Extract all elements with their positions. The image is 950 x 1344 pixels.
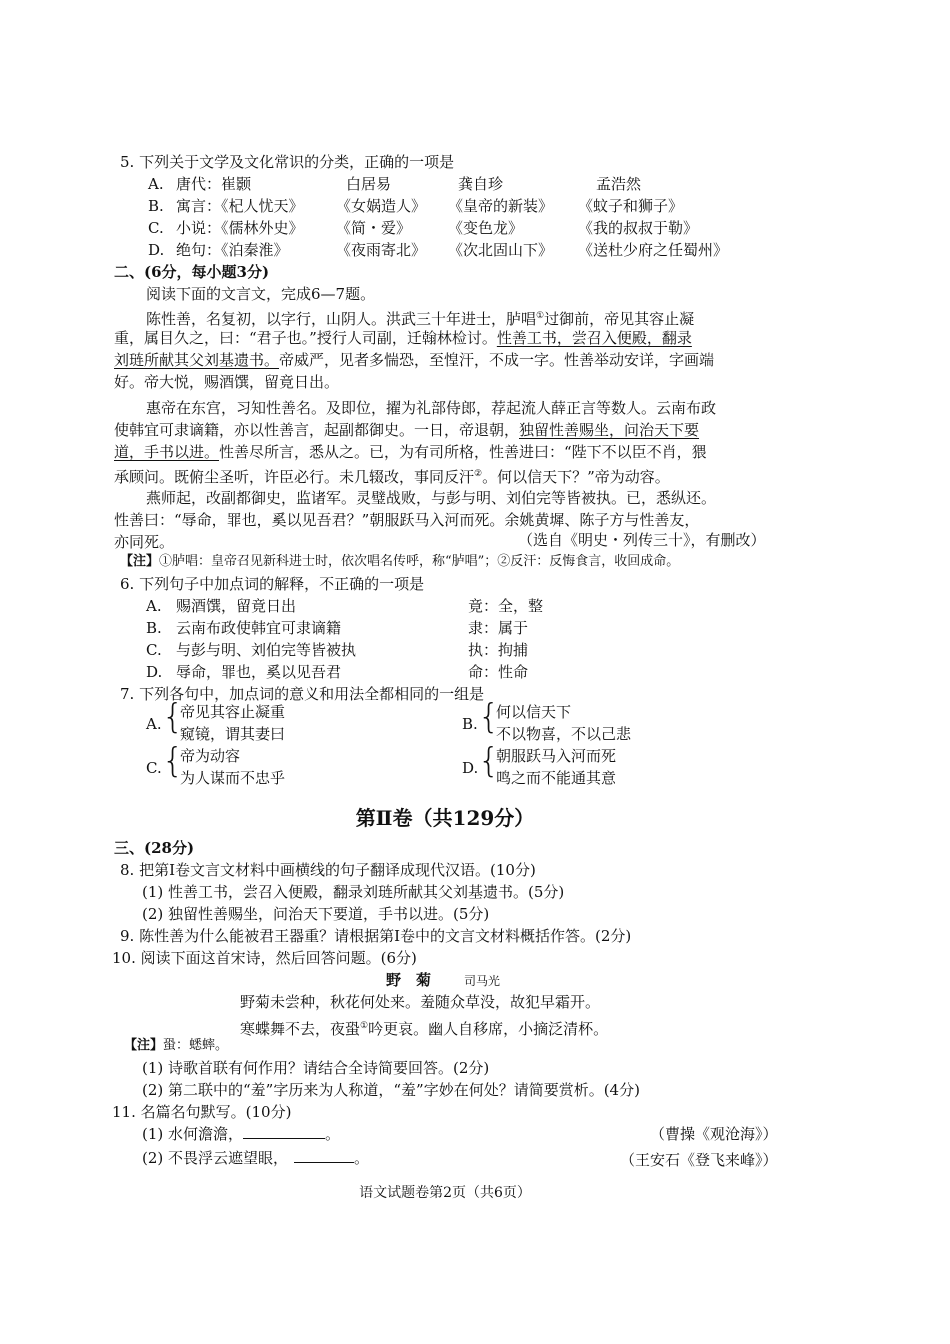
q11-item-1 [142,1124,340,1144]
q7-option-c-label: C. [146,759,162,777]
q5-option-c-item: 小说：《儒林外史》 [176,219,304,237]
q7-option-d-line1: 朝服跃马入河而死 [496,747,617,765]
q6-option-a-gloss: 竟：全，整 [468,597,544,615]
section2-intro: 阅读下面的文言文，完成6—7题。 [146,285,376,303]
q9-stem: 9. 陈性善为什么能被君王器重？请根据第Ⅰ卷中的文言文材料概括作答。(2分) [120,927,632,945]
poem-text: 吟更哀。幽人自移席，小摘泛清杯。 [368,1020,609,1038]
q5-option-b-label: B. [148,197,164,215]
q8-item-2: (2) 独留性善赐坐，问治天下要道，手书以进。(5分) [142,905,490,923]
q5-option-b-item: 《女娲造人》 [336,197,427,215]
q5-option-a-item: 龚自珍 [458,175,504,193]
passage-source: （选自《明史・列传三十》，有删改） [518,531,766,549]
q5-option-c-label: C. [148,219,164,237]
passage-line [114,328,692,348]
q5-option-c-item: 《我的叔叔于勒》 [578,219,699,237]
passage-text: 。何以信天下？”帝为动容。 [482,468,670,486]
passage-line: 燕师起，改副都御史，监诸军。灵璧战败，与彭与明、刘伯完等皆被执。已，悉纵还。 [146,489,717,507]
q6-option-b-label: B. [146,619,162,637]
underlined-sentence: 独留性善赐坐，问治天下要 [519,421,700,439]
q7-option-c-line1: 帝为动容 [180,747,241,765]
note-text: ①胪唱：皇帝召见新科进士时，依次唱名传呼，称“胪唱”；②反汗：反悔食言，收回成命。 [159,554,680,569]
q11-item-text: 。 [325,1125,341,1143]
q7-stem: 7. 下列各句中，加点词的意义和用法全都相同的一组是 [120,685,485,703]
q10-item-2: (2) 第二联中的“羞”字历来为人称道，“羞”字妙在何处？请简要赏析。(4分) [142,1081,640,1099]
poem-text: 寒蝶舞不去，夜蛩 [240,1020,361,1038]
passage-note [120,552,679,572]
q7-option-a-label: A. [146,715,162,733]
underlined-sentence: 道，手书以进。 [114,443,220,461]
q5-option-c-item: 《变色龙》 [448,219,524,237]
q6-option-d-gloss: 命：性命 [468,663,529,681]
note-label: 【注】 [124,1038,164,1053]
q5-option-d-item: 《送杜少府之任蜀州》 [578,241,729,259]
q5-option-d-label: D. [148,241,165,259]
q5-option-d-item: 《次北固山下》 [448,241,554,259]
q11-item-text: (1) 水何澹澹， [142,1125,244,1143]
passage-line [114,464,670,487]
underlined-sentence: 性善工书，尝召入便殿，翻录 [496,329,692,347]
q5-stem: 5. 下列关于文学及文化常识的分类，正确的一项是 [120,153,455,171]
q7-option-b-label: B. [462,715,478,733]
passage-text: 陈性善，名复初，以字行，山阴人。洪武三十年进士，胪唱 [146,310,537,328]
q7-option-d-line2: 鸣之而不能通其意 [496,769,617,787]
q5-option-a-item: 唐代：崔颢 [176,175,252,193]
q8-item-1: (1) 性善工书，尝召入便殿，翻录刘琏所献其父刘基遗书。(5分) [142,883,565,901]
answer-blank[interactable] [243,1124,325,1139]
passage-line: 惠帝在东宫，习知性善名。及即位，擢为礼部侍郎，荐起流人薛正言等数人。云南布政 [146,399,717,417]
q6-option-c-sentence: 与彭与明、刘伯完等皆被执 [176,641,357,659]
q5-option-c-item: 《简・爱》 [336,219,412,237]
q11-stem: 11. 名篇名句默写。(10分) [112,1103,292,1121]
passage-text: 承顾问。既俯尘圣听，许臣必行。未几辍改，事同反汗 [114,468,475,486]
q11-item-1-source: （曹操《观沧海》） [650,1125,778,1143]
poem-note [124,1036,228,1056]
section2-heading: 二、(6分，每小题3分) [114,263,270,281]
part2-title: 第Ⅱ卷（共129分） [355,806,535,830]
passage-line [114,420,699,440]
note-mark: ② [474,469,483,479]
q5-option-b-item: 寓言：《杞人忧天》 [176,197,304,215]
brace-icon: { [162,697,184,737]
q5-option-a-item: 孟浩然 [596,175,642,193]
brace-icon: { [162,741,184,781]
q5-option-b-item: 《蚊子和狮子》 [578,197,684,215]
q7-option-b-line2: 不以物喜，不以己悲 [496,725,632,743]
q6-option-c-label: C. [146,641,162,659]
q6-option-d-sentence: 辱命，罪也，奚以见吾君 [176,663,342,681]
q11-item-2-source: （王安石《登飞来峰》） [620,1151,778,1169]
q6-option-a-sentence: 赐酒馔，留竟日出 [176,597,297,615]
q7-option-a-line2: 窥镜，谓其妻曰 [180,725,286,743]
q7-option-c-line2: 为人谋而不忠乎 [180,769,286,787]
passage-text: 过御前，帝见其容止凝 [544,310,695,328]
q6-option-b-gloss: 隶：属于 [468,619,529,637]
q6-option-b-sentence: 云南布政使韩宜可隶谪籍 [176,619,342,637]
q5-option-a-label: A. [148,175,164,193]
brace-icon: { [478,741,500,781]
passage-text: 性善尽所言，悉从之。已，为有司所格，性善进曰：“陛下不以臣不肖，猥 [219,443,707,461]
poem-line: 野菊未尝种，秋花何处来。羞随众草没，故犯早霜开。 [240,993,601,1011]
page-footer: 语文试题卷第2页（共6页） [359,1185,531,1201]
poem-line [240,1016,608,1039]
note-mark: ① [536,311,545,321]
section3-heading: 三、(28分) [114,839,195,857]
q7-option-b-line1: 何以信天下 [496,703,572,721]
q7-option-d-label: D. [462,759,479,777]
q11-item-2 [142,1148,369,1168]
passage-line: 性善曰：“辱命，罪也，奚以见吾君？”朝服跃马入河而死。余姚黄墀、陈子方与性善友， [114,511,700,529]
q5-option-d-item: 绝句：《泊秦淮》 [176,241,289,259]
note-mark: ① [360,1021,369,1031]
q11-item-text: 。 [354,1149,370,1167]
passage-line [146,306,694,329]
note-text: 蛩：蟋蟀。 [163,1038,229,1053]
passage-text: 重，属目久之，曰：“君子也。”授行人司副，迁翰林检讨。 [114,329,497,347]
q5-option-d-item: 《夜雨寄北》 [336,241,427,259]
q10-stem: 10. 阅读下面这首宋诗，然后回答问题。(6分) [112,949,417,967]
q5-option-a-item: 白居易 [346,175,392,193]
q10-item-1: (1) 诗歌首联有何作用？请结合全诗简要回答。(2分) [142,1059,490,1077]
underlined-sentence: 刘琏所献其父刘基遗书。 [114,351,280,369]
answer-blank[interactable] [294,1148,354,1163]
q6-option-a-label: A. [146,597,162,615]
q5-option-b-item: 《皇帝的新装》 [448,197,554,215]
passage-line: 好。帝大悦，赐酒馔，留竟日出。 [114,373,340,391]
passage-line: 亦同死。 [114,533,175,551]
q7-option-a-line1: 帝见其容止凝重 [180,703,286,721]
q8-stem: 8. 把第Ⅰ卷文言文材料中画横线的句子翻译成现代汉语。(10分) [120,861,536,879]
passage-line [114,350,714,370]
brace-icon: { [478,697,500,737]
q11-item-text: (2) 不畏浮云遮望眼， [142,1149,289,1167]
note-label: 【注】 [120,554,160,569]
passage-text: 使韩宜可隶谪籍，亦以性善言，起副都御史。一日，帝退朝， [114,421,520,439]
q6-option-c-gloss: 执：拘捕 [468,641,529,659]
q6-option-d-label: D. [146,663,163,681]
passage-text: 帝威严，见者多惴恐，至惶汗，不成一字。性善举动安详，字画端 [279,351,715,369]
poem-author: 司马光 [464,974,501,988]
poem-title: 野 菊 [386,971,432,989]
q6-stem: 6. 下列句子中加点词的解释，不正确的一项是 [120,575,425,593]
passage-line [114,442,707,462]
